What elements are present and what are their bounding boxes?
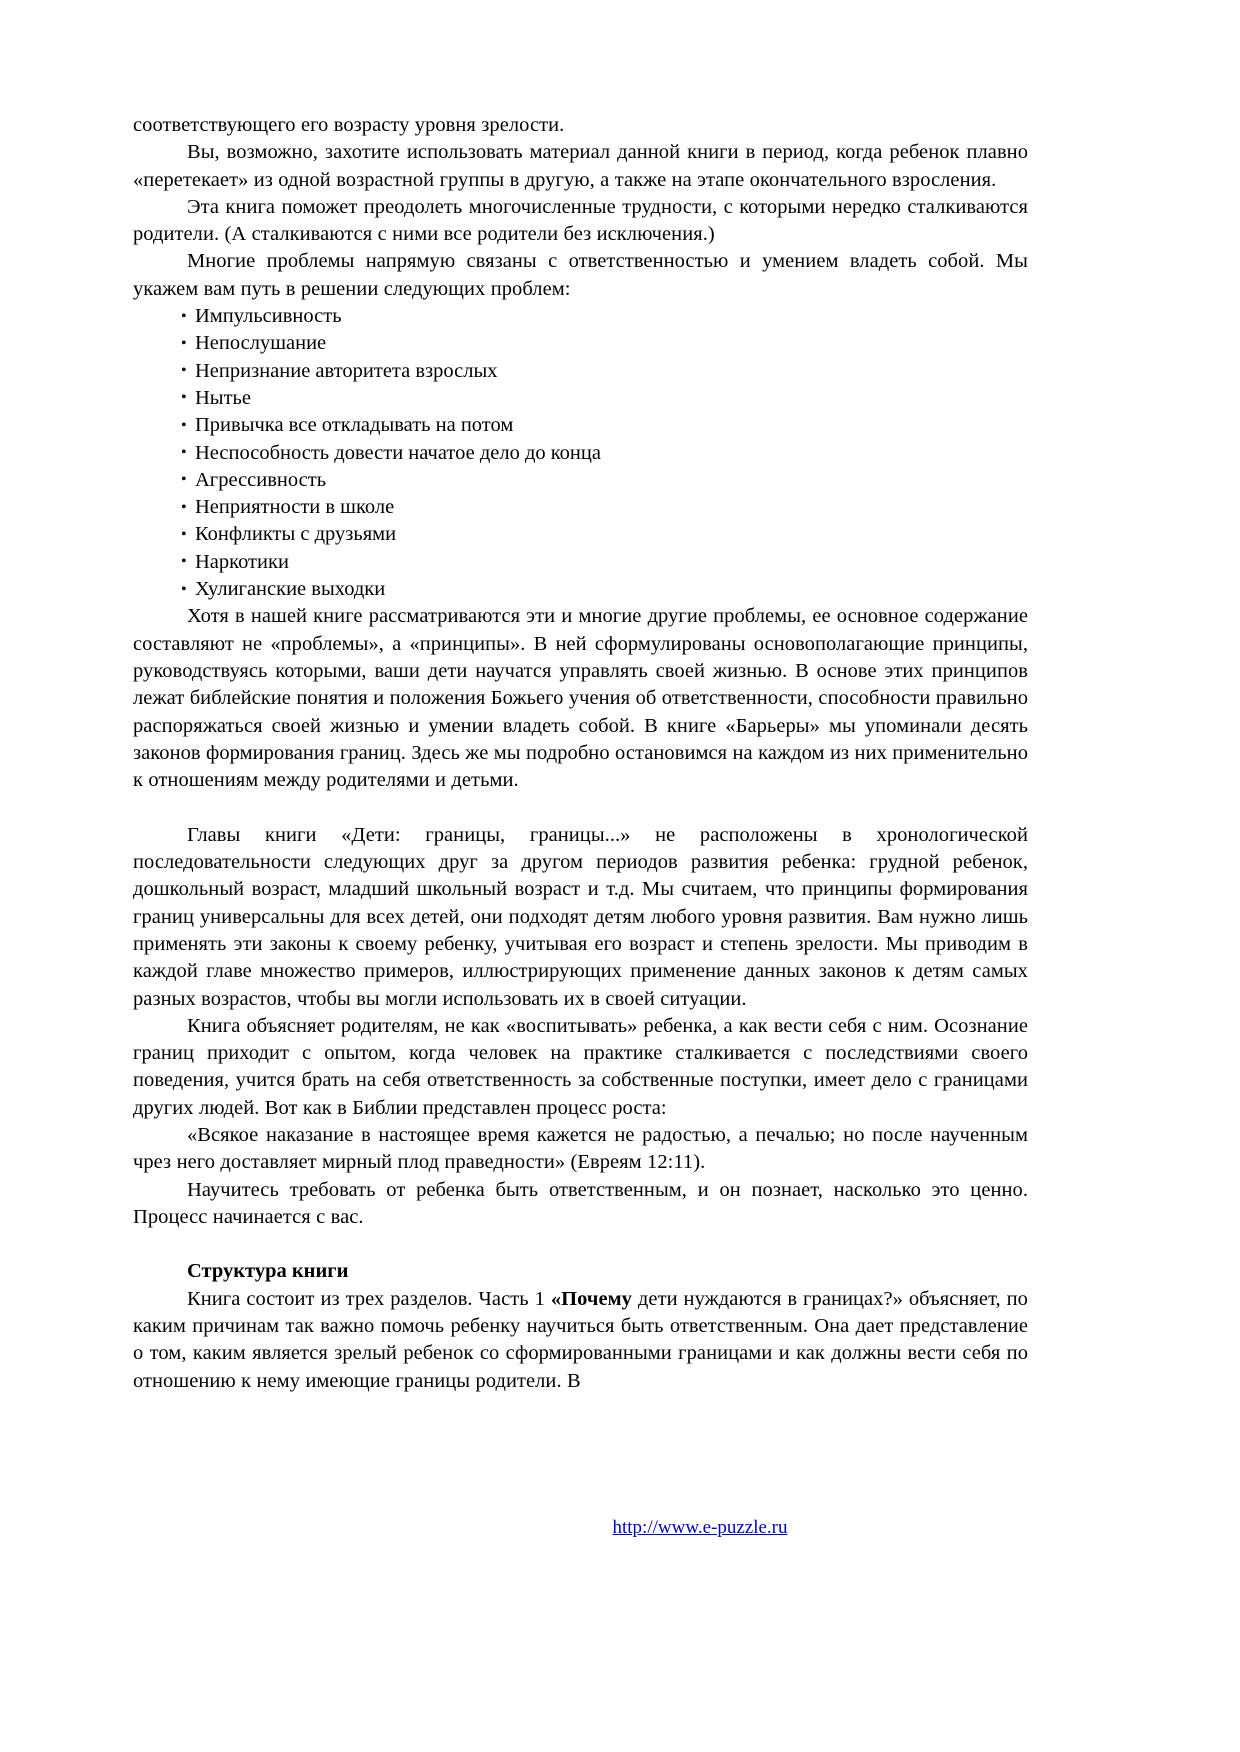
paragraph-5: Хотя в нашей книге рассматриваются эти и многие другие проблемы, ее основное содержание составляют не «проблемы», а «принципы». В ней сформулированы основополагающие принципы, руководствуясь которыми, ваши дети научатся управлять своей жизнью. В основе этих принципов лежат библейские понятия и положения Божьего учения об ответственности, способности правильно распоряжаться своей жизнью и умении владеть собой. В книге «Барьеры» мы упоминали десять законов формирования границ. Здесь же мы подробно остановимся на каждом из них применительно к отношениям между родителями и детьми. [133,605,1028,792]
list-item: • Агрессивность [133,467,1028,494]
paragraph-9: Научитесь требовать от ребенка быть ответственным, и он познает, насколько это ценно. Процесс начинается с вас. [133,1178,1028,1228]
list-item: • Неспособность довести начатое дело до конца [133,440,1028,467]
footer-url-link[interactable]: http://www.e-puzzle.ru [612,1517,788,1538]
paragraph-10-bold-phrase: «Почему [550,1287,632,1310]
section-heading: Структура книги [187,1260,349,1283]
list-item: • Хулиганские выходки [133,576,1028,603]
paragraph-6: Главы книги «Дети: границы, границы...» не расположены в хронологической последовательности следующих друг за другом периодов развития ребенка: грудной ребенок, дошкольный возраст, младший школьный возраст и т.д. Мы считаем, что принципы формирования границ универсальны для всех детей, они подходят детям любого уровня развития. Вам нужно лишь применять эти законы к своему ребенку, учитывая его возраст и степень зрелости. Мы приводим в каждой главе множество примеров, иллюстрирующих применение данных законов к детям самых разных возрастов, чтобы вы могли использовать их в своей ситуации. [133,823,1028,1010]
list-item: • Непризнание авторитета взрослых [133,358,1028,385]
paragraph-4: Многие проблемы напрямую связаны с ответственностью и умением владеть собой. Мы укажем вам путь в решении следующих проблем: [133,250,1028,300]
list-item: • Привычка все откладывать на потом [133,412,1028,439]
page-content [133,112,1028,1395]
footer [0,1516,1240,1540]
paragraph-1: соответствующего его возрасту уровня зрелости. [133,114,565,136]
paragraph-3: Эта книга поможет преодолеть многочисленные трудности, с которыми нередко сталкиваются родители. (А сталкиваются с ними все родители без исключения.) [133,195,1028,246]
list-item: • Наркотики [133,549,1028,576]
paragraph-8: «Всякое наказание в настоящее время кажется не радостью, а печалью; но после наученным чрез него доставляет мирный плод праведности» (Евреям 12:11). [133,1123,1028,1174]
paragraph-2: Вы, возможно, захотите использовать материал данной книги в период, когда ребенок плавно «перетекает» из одной возрастной группы в другую, а также на этапе окончательного взросления. [133,141,1028,191]
paragraph-7: Книга объясняет родителям, не как «воспитывать» ребенка, а как вести себя с ним. Осознание границ приходит с опытом, когда человек на практике сталкивается с последствиями своего поведения, учится брать на себя ответственность за собственные поступки, имеет дело с границами других людей. Вот как в Библии представлен процесс роста: [133,1014,1028,1119]
paragraph-spacer [133,794,1028,821]
list-item: • Конфликты с друзьями [133,521,1028,548]
paragraph-10-text-b: дети нуждаются в границах?» объясняет, по каким причинам так важно помочь ребенку научиться быть ответственным. Она дает представление о том, каким является зрелый ребенок со сформированными границами и как должны вести себя по отношению к нему имеющие границы родители. В [133,1287,1028,1392]
list-item: • Импульсивность [133,303,1028,330]
problem-bullet-list [133,303,1028,603]
list-item: • Неприятности в школе [133,494,1028,521]
paragraph-10 [133,1286,1028,1395]
list-item: • Нытье [133,385,1028,412]
paragraph-10-text-a: Книга состоит из трех разделов. Часть 1 [187,1287,551,1310]
section-spacer [133,1231,1028,1258]
list-item: • Непослушание [133,330,1028,357]
